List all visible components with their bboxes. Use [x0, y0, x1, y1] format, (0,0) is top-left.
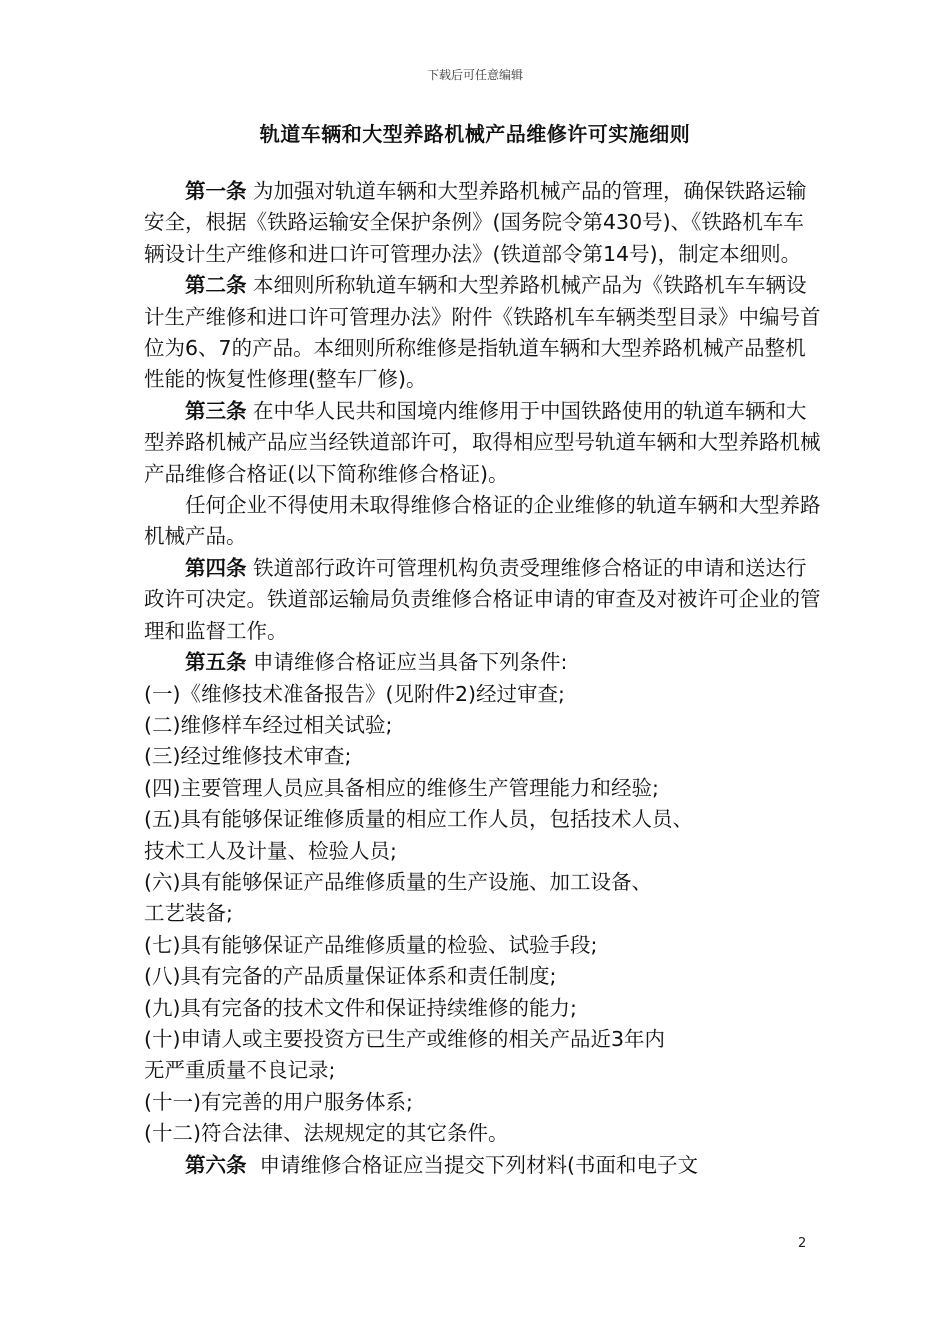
- article-label: 第六条: [185, 1152, 247, 1177]
- page-number: 2: [798, 1236, 807, 1251]
- document-title: 轨道车辆和大型养路机械产品维修许可实施细则: [259, 122, 691, 146]
- condition-item: (一)《维修技术准备报告》(见附件2)经过审查;: [144, 681, 565, 706]
- article-label: 第二条: [185, 273, 247, 298]
- condition-item: (九)具有完备的技术文件和保证持续维修的能力;: [144, 995, 577, 1020]
- article-text: 在中华人民共和国境内维修用于中国铁路使用的轨道车辆和大型养路机械产品应当经铁道部许可，取得相应型号轨道车辆和大型养路机械产品维修合格证(以下简称维修合格证)。: [144, 398, 821, 486]
- article-label: 第三条: [185, 398, 247, 423]
- article-label: 第五条: [185, 650, 247, 675]
- article-text: 申请维修合格证应当具备下列条件:: [253, 650, 568, 675]
- article-4: [144, 553, 824, 647]
- condition-item-continuation: 无严重质量不良记录;: [144, 1058, 336, 1083]
- condition-item: (十)申请人或主要投资方已生产或维修的相关产品近3年内: [144, 1026, 666, 1051]
- article-3-paragraph: 任何企业不得使用未取得维修合格证的企业维修的轨道车辆和大型养路机械产品。: [144, 493, 821, 549]
- condition-item: (五)具有能够保证维修质量的相应工作人员，包括技术人员、: [144, 807, 693, 832]
- document-body: [144, 176, 824, 1181]
- article-text: 申请维修合格证应当提交下列材料(书面和电子文: [259, 1152, 699, 1177]
- condition-item: (十二)符合法律、法规规定的其它条件。: [144, 1121, 509, 1146]
- article-text: 为加强对轨道车辆和大型养路机械产品的管理，确保铁路运输安全，根据《铁路运输安全保护条例》(国务院令第430号)、《铁路机车车辆设计生产维修和进口许可管理办法》(铁道部令第14号)，制定本细则。: [144, 179, 807, 266]
- article-2: [144, 270, 824, 396]
- condition-item: (七)具有能够保证产品维修质量的检验、试验手段;: [144, 932, 598, 957]
- article-text: 本细则所称轨道车辆和大型养路机械产品为《铁路机车车辆设计生产维修和进口许可管理办法》附件《铁路机车车辆类型目录》中编号首位为6、7的产品。本细则所称维修是指轨道车辆和大型养路机械产品整机性能的恢复性修理(整车厂修)。: [144, 273, 821, 392]
- condition-item-continuation: 工艺装备;: [144, 901, 233, 926]
- condition-item: (十一)有完善的用户服务体系;: [144, 1089, 413, 1114]
- condition-item: (三)经过维修技术审查;: [144, 744, 352, 769]
- article-1: [144, 176, 824, 270]
- article-3: [144, 396, 824, 490]
- condition-item: (六)具有能够保证产品维修质量的生产设施、加工设备、: [144, 869, 652, 894]
- condition-item: (八)具有完备的产品质量保证体系和责任制度;: [144, 964, 557, 989]
- article-text: 铁道部行政许可管理机构负责受理维修合格证的申请和送达行政许可决定。铁道部运输局负责维修合格证申请的审查及对被许可企业的管理和监督工作。: [144, 555, 821, 643]
- condition-item: (二)维修样车经过相关试验;: [144, 712, 393, 737]
- condition-item-continuation: 技术工人及计量、检验人员;: [144, 838, 397, 863]
- article-5: [144, 647, 824, 678]
- article-label: 第一条: [185, 179, 247, 203]
- article-label: 第四条: [185, 555, 247, 580]
- condition-item: (四)主要管理人员应具备相应的维修生产管理能力和经验;: [144, 775, 659, 800]
- article-6: [144, 1150, 824, 1181]
- page-header: 下载后可任意编辑: [426, 68, 523, 82]
